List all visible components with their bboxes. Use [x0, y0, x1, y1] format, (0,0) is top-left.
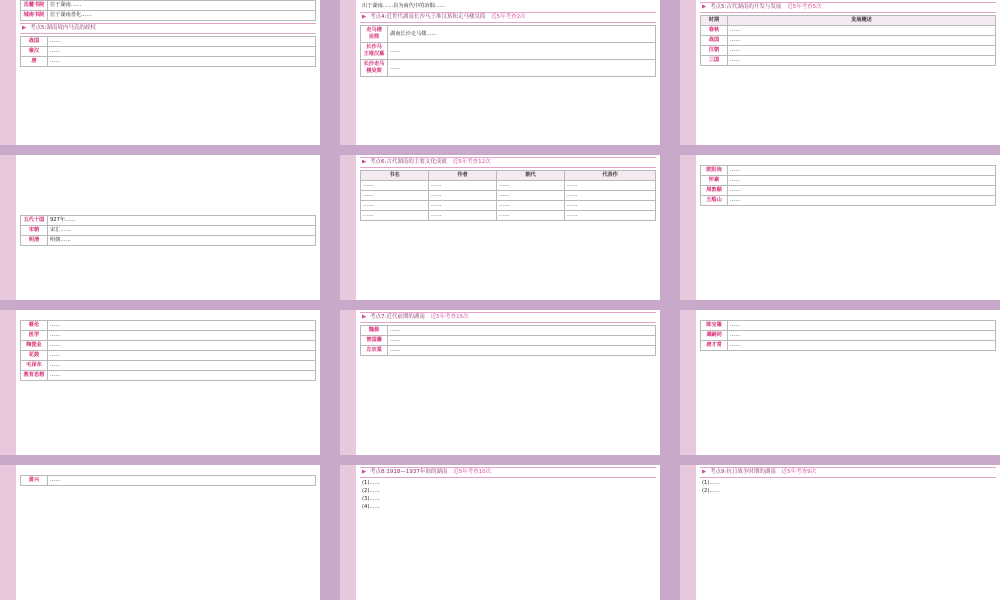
- row-text: ……: [48, 331, 316, 341]
- fact-list: [702, 480, 994, 495]
- table-row: [21, 236, 316, 246]
- table-row: [21, 341, 316, 351]
- section-title: 考点9:抗日战争时期的湖南: [709, 469, 776, 475]
- slide-4: [0, 155, 320, 300]
- intro-text: 出于湖南……县为商代中的冶铜……: [362, 3, 446, 9]
- top-table: [20, 0, 316, 21]
- table-header-row: [361, 171, 656, 181]
- section-header: [700, 2, 996, 13]
- table-row: [701, 26, 996, 36]
- table-row: [21, 371, 316, 381]
- list-item: (1)……: [362, 480, 380, 486]
- row-text: ……: [728, 166, 996, 176]
- slide-tab: [340, 155, 356, 300]
- row-text: 位于湖南……: [48, 1, 316, 11]
- book-cell: ……: [361, 211, 429, 221]
- arrow-icon: ▶: [362, 14, 367, 20]
- table-row: [361, 26, 656, 43]
- row-text: ……: [728, 341, 996, 351]
- row-head: 周敦颐: [701, 186, 728, 196]
- row-text: ……: [48, 341, 316, 351]
- exam-note: 近5年考查12次: [452, 159, 491, 165]
- list-item: (4)……: [362, 504, 380, 510]
- row-text: ……: [728, 176, 996, 186]
- row-head: 唐才常: [701, 341, 728, 351]
- slide-9: [680, 310, 1000, 455]
- arrow-icon: ▶: [702, 469, 707, 475]
- era-cell: ……: [497, 191, 565, 201]
- col-work-header: 代表作: [565, 171, 656, 181]
- row-text: ……: [388, 60, 656, 77]
- row-head: 蔡伦: [21, 321, 48, 331]
- table-row: [21, 361, 316, 371]
- col-book-header: 书名: [361, 171, 429, 181]
- content-table: [20, 475, 316, 486]
- row-text: ……: [48, 57, 316, 67]
- row-head: 秦汉: [21, 47, 48, 57]
- content-table: [20, 36, 316, 67]
- overview-cell: ……: [728, 56, 996, 66]
- slide-tab: [680, 155, 696, 300]
- period-cell: 汉朝: [701, 46, 728, 56]
- exam-note: 近5年考查2次: [491, 14, 526, 20]
- author-cell: ……: [429, 211, 497, 221]
- content-table: [20, 320, 316, 381]
- table-header-row: [701, 16, 996, 26]
- row-head: 五代十国: [21, 216, 48, 226]
- work-cell: ……: [565, 211, 656, 221]
- row-head: 明清: [21, 236, 48, 246]
- arrow-icon: ▶: [362, 469, 367, 475]
- slide-tab: [0, 0, 16, 145]
- row-head: 教育思想: [21, 371, 48, 381]
- fact-list: [362, 480, 654, 511]
- table-row: [361, 201, 656, 211]
- content-table: [700, 320, 996, 351]
- period-cell: 战国: [701, 36, 728, 46]
- era-cell: ……: [497, 181, 565, 191]
- section-title: 考点6:古代湖南的主要文化成就: [369, 159, 447, 165]
- table-row: [361, 181, 656, 191]
- row-text: ……: [48, 351, 316, 361]
- exam-note: 近5年考查5次: [787, 4, 822, 10]
- table-row: [361, 191, 656, 201]
- table-row: [21, 216, 316, 226]
- table-row: [701, 166, 996, 176]
- slide-tab: [0, 310, 16, 455]
- slide-7: [0, 310, 320, 455]
- section-header: [360, 12, 656, 23]
- row-head: 曾国藩: [361, 336, 388, 346]
- row-text: ……: [728, 331, 996, 341]
- list-item: (2)……: [362, 488, 380, 494]
- development-table: [700, 15, 996, 66]
- work-cell: ……: [565, 191, 656, 201]
- row-head: 城南书院: [21, 11, 48, 21]
- slide-tab: [340, 465, 356, 600]
- book-cell: ……: [361, 201, 429, 211]
- arrow-icon: ▶: [22, 25, 27, 31]
- row-text: ……: [388, 336, 656, 346]
- author-cell: ……: [429, 191, 497, 201]
- slide-3: [680, 0, 1000, 145]
- slide-1: [0, 0, 320, 145]
- section-title: 考点5:古代湖南的开发与发展: [709, 4, 782, 10]
- exam-note: 近5年考查15次: [430, 314, 469, 320]
- row-text: ……: [728, 321, 996, 331]
- table-row: [701, 196, 996, 206]
- section-title: 考点8:1918—1937年间的湖南: [369, 469, 448, 475]
- era-cell: ……: [497, 201, 565, 211]
- slide-12: [680, 465, 1000, 600]
- row-head: 陈宝箴: [701, 321, 728, 331]
- row-text: ……: [48, 47, 316, 57]
- row-head: 宋朝: [21, 226, 48, 236]
- work-cell: ……: [565, 201, 656, 211]
- row-text: ……: [48, 37, 316, 47]
- section-title: 考点4:近世代湖南长沙马王堆汉墓和走马楼吴简: [369, 14, 486, 20]
- content-table: [360, 325, 656, 356]
- row-text: ……: [388, 346, 656, 356]
- table-row: [701, 176, 996, 186]
- section-header: [20, 23, 316, 34]
- table-row: [361, 336, 656, 346]
- col-author-header: 作者: [429, 171, 497, 181]
- table-row: [21, 47, 316, 57]
- content-table: [700, 165, 996, 206]
- row-text: ……: [48, 321, 316, 331]
- row-head: 战国: [21, 37, 48, 47]
- table-row: [701, 186, 996, 196]
- table-row: [361, 43, 656, 60]
- row-head: 陶瓷业: [21, 341, 48, 351]
- table-row: [701, 46, 996, 56]
- list-item: (2)……: [702, 488, 720, 494]
- row-head: 医学: [21, 331, 48, 341]
- table-row: [21, 226, 316, 236]
- table-row: [701, 341, 996, 351]
- overview-cell: ……: [728, 46, 996, 56]
- culture-table: [360, 170, 656, 221]
- row-head: 毛泽东: [21, 361, 48, 371]
- overview-cell: ……: [728, 36, 996, 46]
- row-text: ……: [48, 371, 316, 381]
- row-text: ……: [48, 476, 316, 486]
- slide-10: [0, 465, 320, 600]
- slide-tab: [680, 465, 696, 600]
- arrow-icon: ▶: [702, 4, 707, 10]
- slide-tab: [340, 310, 356, 455]
- arrow-icon: ▶: [362, 314, 367, 320]
- slide-8: [340, 310, 660, 455]
- row-text: 湖南长沙走马楼……: [388, 26, 656, 43]
- row-text: 明朝……: [48, 236, 316, 246]
- book-cell: ……: [361, 191, 429, 201]
- content-table: [20, 215, 316, 246]
- row-text: ……: [728, 196, 996, 206]
- table-row: [21, 57, 316, 67]
- slide-11: [340, 465, 660, 600]
- work-cell: ……: [565, 181, 656, 191]
- content-table: [360, 25, 656, 77]
- table-row: [21, 11, 316, 21]
- author-cell: ……: [429, 201, 497, 211]
- section-title: 考点7:近代前期的湖南: [369, 314, 425, 320]
- table-row: [701, 331, 996, 341]
- table-row: [21, 37, 316, 47]
- section-header: [360, 157, 656, 168]
- table-row: [701, 321, 996, 331]
- row-text: 位于湖南善化……: [48, 11, 316, 21]
- row-text: ……: [728, 186, 996, 196]
- row-text: 927年……: [48, 216, 316, 226]
- table-row: [701, 56, 996, 66]
- table-row: [701, 36, 996, 46]
- author-cell: ……: [429, 181, 497, 191]
- col-era-header: 朝代: [497, 171, 565, 181]
- overview-cell: ……: [728, 26, 996, 36]
- row-head: 唐: [21, 57, 48, 67]
- arrow-icon: ▶: [362, 159, 367, 165]
- table-row: [21, 351, 316, 361]
- period-cell: 春秋: [701, 26, 728, 36]
- table-row: [21, 331, 316, 341]
- row-text: 宋汇……: [48, 226, 316, 236]
- row-head: 欧阳询: [701, 166, 728, 176]
- slide-6: [680, 155, 1000, 300]
- table-row: [21, 1, 316, 11]
- section-header: [360, 312, 656, 323]
- table-row: [361, 60, 656, 77]
- row-head: 魏源: [361, 326, 388, 336]
- book-cell: ……: [361, 181, 429, 191]
- table-row: [361, 346, 656, 356]
- row-head: 长沙马 王堆汉墓: [361, 43, 388, 60]
- exam-note: 近5年考查10次: [453, 469, 492, 475]
- table-row: [361, 211, 656, 221]
- row-head: 王船山: [701, 196, 728, 206]
- section-header: [360, 467, 656, 478]
- section-title: 考点5:湖南境内马氏的政权: [29, 25, 96, 31]
- slide-tab: [340, 0, 356, 145]
- row-text: ……: [48, 361, 316, 371]
- slide-tab: [0, 155, 16, 300]
- row-head: 岳麓书院: [21, 1, 48, 11]
- exam-note: 近5年考查9次: [781, 469, 817, 475]
- col-overview-header: 发展概述: [728, 16, 996, 26]
- row-head: 花鼓: [21, 351, 48, 361]
- row-head: 左宗棠: [361, 346, 388, 356]
- slide-tab: [680, 0, 696, 145]
- row-head: 谭嗣同: [701, 331, 728, 341]
- slide-5: [340, 155, 660, 300]
- slide-tab: [680, 310, 696, 455]
- table-row: [21, 476, 316, 486]
- row-head: 长沙走马 楼吴简: [361, 60, 388, 77]
- row-head: 黄兴: [21, 476, 48, 486]
- slide-2: [340, 0, 660, 145]
- row-text: ……: [388, 326, 656, 336]
- era-cell: ……: [497, 211, 565, 221]
- row-head: 怀素: [701, 176, 728, 186]
- period-cell: 三国: [701, 56, 728, 66]
- slide-tab: [0, 465, 16, 600]
- list-item: (1)……: [702, 480, 720, 486]
- list-item: (3)……: [362, 496, 380, 502]
- table-row: [21, 321, 316, 331]
- row-text: ……: [388, 43, 656, 60]
- col-period-header: 时期: [701, 16, 728, 26]
- table-row: [361, 326, 656, 336]
- section-header: [700, 467, 996, 478]
- row-head: 走马楼 吴简: [361, 26, 388, 43]
